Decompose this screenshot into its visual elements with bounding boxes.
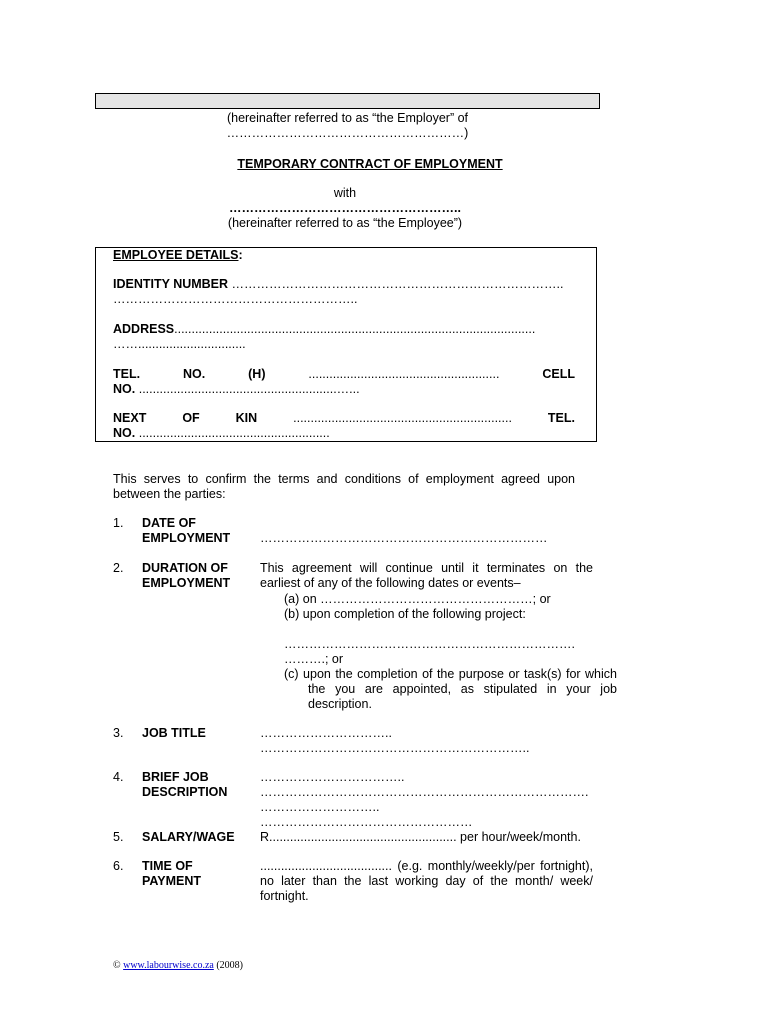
item-1-value[interactable]: ……………………………………………………………	[260, 531, 548, 545]
details-heading-text: EMPLOYEE DETAILS	[113, 248, 239, 262]
footer-year: (2008)	[216, 960, 243, 971]
copyright-symbol: ©	[113, 960, 121, 971]
identity-number-field[interactable]	[113, 277, 575, 307]
address-dots: ........................................................................................................	[174, 322, 536, 336]
item-4-value-4[interactable]: ……………………………………………	[260, 815, 473, 829]
item-2-label: DURATION OF EMPLOYMENT	[142, 561, 231, 590]
cell-label: CELL	[542, 367, 575, 381]
footer-link[interactable]: www.labourwise.co.za	[123, 960, 214, 971]
item-2-number: 2.	[113, 561, 124, 575]
document-title: TEMPORARY CONTRACT OF EMPLOYMENT	[237, 157, 503, 171]
item-5-label: SALARY/WAGE	[142, 830, 235, 844]
cell-dots: .........................................................…...	[138, 382, 360, 396]
item-4-value-2[interactable]: …………………………………………………………………….	[260, 785, 589, 799]
item-2-value: This agreement will continue until it terminates on the earliest of any of the following dates or events–	[260, 561, 593, 590]
item-3-number: 3.	[113, 726, 124, 740]
kin-of-label: OF	[182, 411, 200, 425]
kin-label: KIN	[235, 411, 258, 425]
intro-paragraph: This serves to confirm the terms and conditions of employment agreed upon between the parties:	[113, 472, 575, 501]
item-6-value[interactable]: ...................................... (e.g. monthly/weekly/per fortnight), no later than the last working day of the month/ week/ fortnight.	[260, 859, 593, 903]
item-2-project-dots-2: ……….; or	[284, 652, 344, 666]
employer-dots: …………………………………………………)	[226, 126, 469, 140]
kin-next-label: NEXT	[113, 411, 147, 425]
cell-no-label: NO.	[113, 382, 136, 396]
item-5-number: 5.	[113, 830, 124, 844]
kin-no-label: NO.	[113, 426, 136, 440]
item-2-project-dots[interactable]: …………………………………………………………….	[284, 637, 575, 651]
item-3-label: JOB TITLE	[142, 726, 206, 740]
employee-details-heading	[113, 248, 243, 263]
item-2-option-b: (b) upon completion of the following project:	[284, 607, 526, 621]
employer-ref-text: (hereinafter referred to as “the Employer” of	[226, 111, 469, 125]
next-of-kin-field[interactable]	[113, 411, 575, 441]
kin-tel-label: TEL.	[547, 411, 575, 425]
tel-label: TEL.	[113, 367, 141, 381]
with-text: with	[333, 186, 357, 200]
kin-dots: ...............................................................	[293, 411, 512, 425]
item-6-label: TIME OF PAYMENT	[142, 859, 202, 888]
tel-no-label: NO.	[183, 367, 206, 381]
item-5-value[interactable]: R...................................................... per hour/week/month.	[260, 830, 581, 844]
telephone-field[interactable]	[113, 367, 575, 397]
header-shaded-bar	[95, 93, 600, 109]
identity-number-dots: ……………………………………………………………………..	[231, 277, 564, 291]
identity-number-dots-line2: …………………………………………………..	[113, 292, 358, 306]
employer-reference	[95, 111, 600, 141]
kin-dots-line2: .......................................................	[138, 426, 330, 440]
item-6-number: 6.	[113, 859, 124, 873]
tel-dots: .......................................................	[308, 367, 500, 381]
item-4-value[interactable]: ……………………………..	[260, 770, 405, 784]
item-3-value[interactable]: …………………………..	[260, 726, 392, 740]
address-label: ADDRESS	[113, 322, 175, 336]
item-3-value-2[interactable]: ………………………………………………………..	[260, 741, 530, 755]
employee-dots: ………………………………………………..	[229, 201, 461, 215]
item-1-number: 1.	[113, 516, 124, 530]
item-4-number: 4.	[113, 770, 124, 784]
item-1-label: DATE OF EMPLOYMENT	[142, 516, 231, 545]
employee-reference: (hereinafter referred to as “the Employee”)	[227, 216, 463, 230]
footer	[113, 958, 243, 973]
details-heading-colon: :	[238, 248, 243, 262]
address-dots-line2: ……...............................	[113, 337, 246, 351]
identity-number-label: IDENTITY NUMBER	[113, 277, 229, 291]
item-4-value-3[interactable]: ………………………..	[260, 800, 380, 814]
item-4-label: BRIEF JOB DESCRIPTION	[142, 770, 228, 799]
tel-home-label: (H)	[248, 367, 266, 381]
item-2-option-a[interactable]: (a) on ……………………………………………; or	[284, 592, 551, 606]
address-field[interactable]	[113, 322, 575, 352]
item-2-option-c: (c) upon the completion of the purpose or task(s) for which the you are appointed, as stipulated in your job description.	[284, 667, 617, 711]
